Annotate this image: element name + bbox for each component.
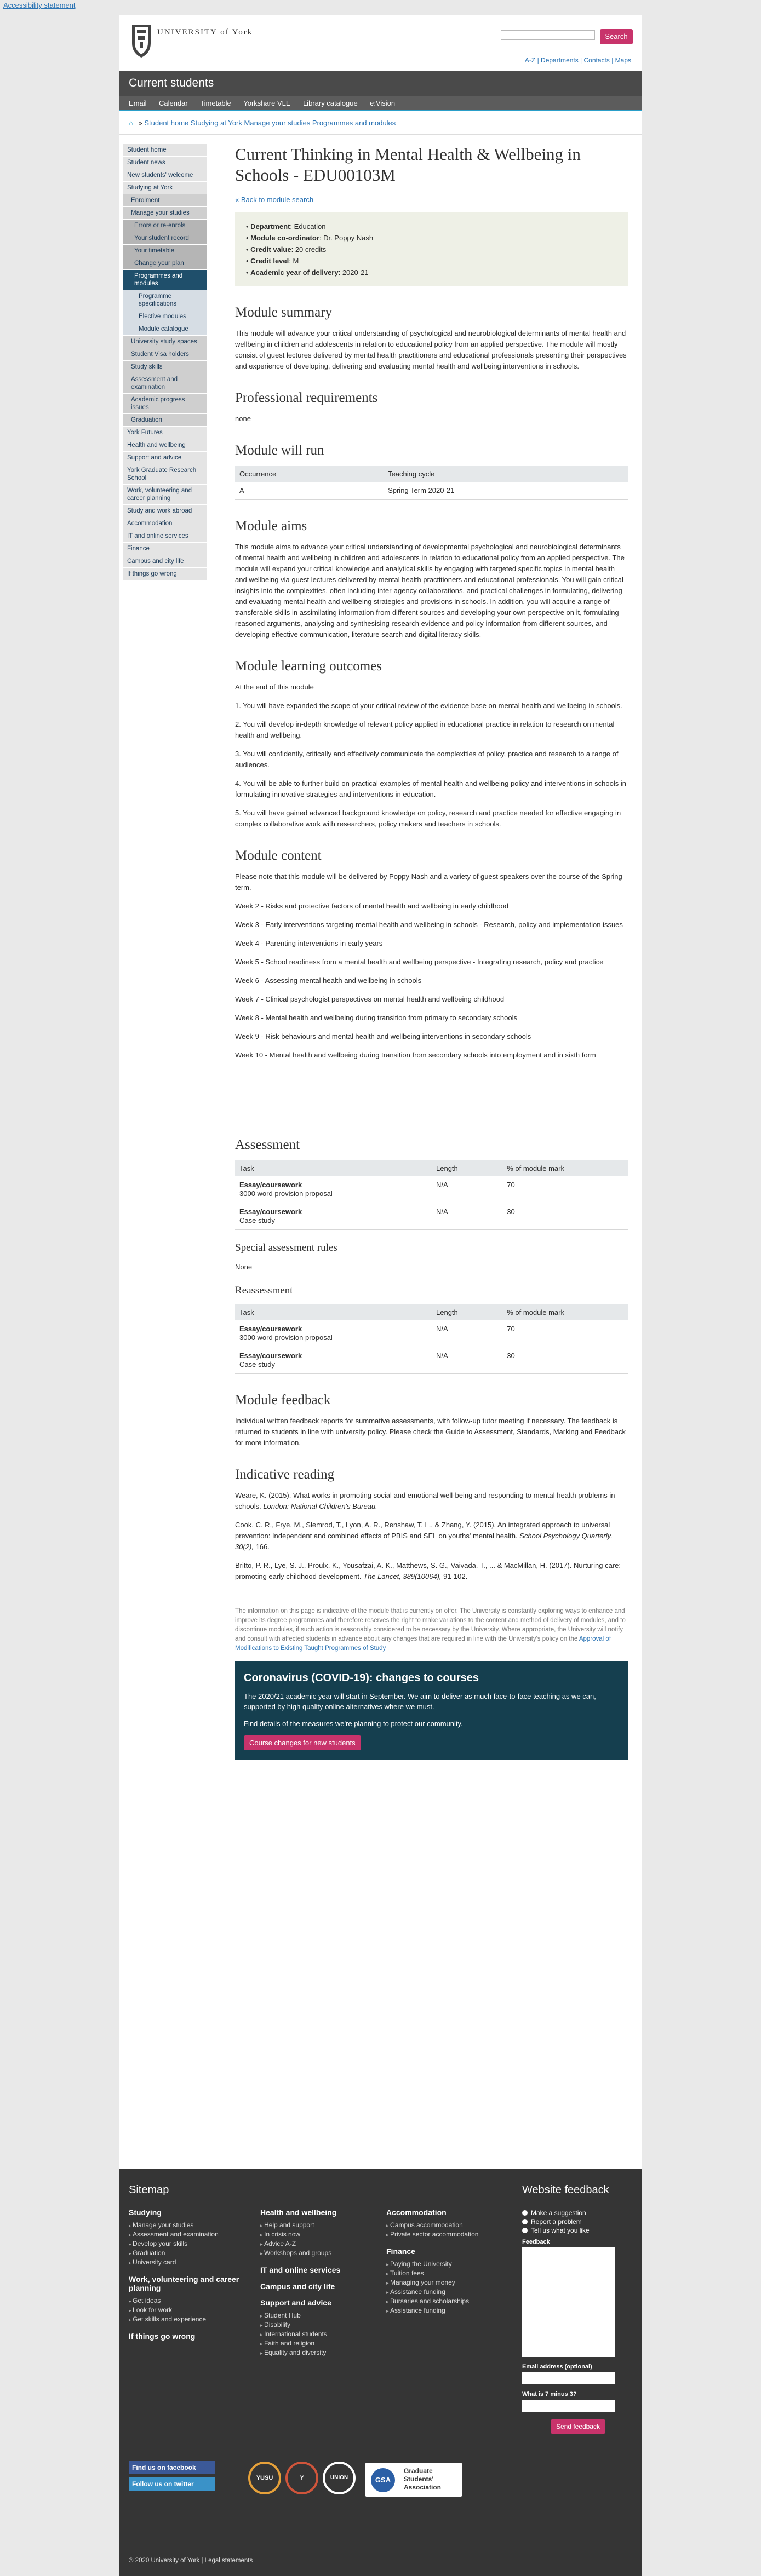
will-run-heading: Module will run — [235, 443, 324, 458]
learning-outcome: 1. You will have expanded the scope of your critical review of the evidence base on mental health and wellbeing in schools. — [235, 702, 622, 710]
module-detail-item: • Academic year of delivery: 2020-21 — [246, 267, 617, 278]
special-rules-text: None — [235, 1263, 253, 1271]
sitemap-link[interactable]: ▸ Assistance funding — [386, 2287, 504, 2297]
sidebar-item[interactable]: Module catalogue — [123, 323, 207, 336]
radio-icon — [522, 2210, 528, 2216]
assessment-table — [235, 1160, 628, 1230]
length-cell: N/A — [432, 1320, 502, 1347]
radio-problem[interactable] — [522, 2218, 582, 2226]
detail-value: Dr. Poppy Nash — [323, 234, 374, 242]
university-logo[interactable] — [129, 21, 233, 61]
task-detail: Case study — [239, 1216, 276, 1224]
table-row — [235, 1347, 628, 1374]
gsa-mark: GSA — [371, 2468, 395, 2492]
breadcrumb-student-home[interactable]: Student home — [144, 119, 189, 127]
sitemap-link[interactable]: ▸ Assessment and examination — [129, 2230, 247, 2239]
content-week: Week 2 - Risks and protective factors of mental health and wellbeing in early childhood — [235, 902, 509, 910]
feedback-heading: Module feedback — [235, 1393, 331, 1407]
sitemap-link[interactable]: ▸ Disability — [260, 2320, 378, 2330]
sidebar-item[interactable]: Errors or re-enrols — [123, 220, 207, 232]
col-occurrence: Occurrence — [235, 466, 384, 482]
email-label: Email address (optional) — [522, 2364, 592, 2370]
learning-outcome: 4. You will be able to further build on practical examples of mental health and wellbeing policy and interventions in schools in formulating innovative strategies and interventions in education. — [235, 779, 626, 798]
outcomes-list — [235, 700, 628, 830]
sidebar-item[interactable]: Manage your studies — [123, 207, 207, 220]
home-icon[interactable]: ⌂ — [129, 119, 133, 127]
column-header: % of module mark — [502, 1304, 628, 1320]
page-container — [119, 15, 642, 2169]
page-title: Current Thinking in Mental Health & Wellbeing in Schools - EDU00103M — [235, 145, 581, 185]
website-feedback-title: Website feedback — [522, 2184, 609, 2196]
outcomes-intro: At the end of this module — [235, 683, 314, 691]
sidebar-item[interactable]: Study skills — [123, 361, 207, 373]
module-details-box — [235, 212, 628, 286]
sidebar-item[interactable]: Student news — [123, 157, 207, 169]
feedback-textarea[interactable] — [522, 2247, 615, 2357]
breadcrumb-divider — [119, 134, 642, 135]
summary-text: This module will advance your critical understanding of psychological and neurobiological determinants of mental health and wellbeing in children and adolescents in relation to educational policy from an applied perspective. The module will mostly consist of guest lectures delivered by mental health practitioners and educational professionals presenting their perspectives and experience of developing, delivering and evaluating mental health and wellbeing interventions in schools. — [235, 329, 627, 370]
task-name: Essay/coursework — [239, 1208, 302, 1216]
search-button[interactable]: Search — [600, 29, 633, 44]
task-cell — [235, 1203, 432, 1230]
sitemap-link[interactable]: ▸ Campus accommodation — [386, 2221, 504, 2230]
footer — [119, 2169, 642, 2576]
sidebar-item[interactable]: Academic progress issues — [123, 394, 207, 414]
detail-value: 2020-21 — [342, 268, 369, 277]
column-header: % of module mark — [502, 1160, 628, 1176]
sidebar-item[interactable]: Graduation — [123, 414, 207, 427]
covid-banner — [235, 1661, 628, 1760]
sitemap-link[interactable]: ▸ Student Hub — [260, 2311, 378, 2320]
reading-item — [235, 1560, 628, 1582]
sidebar-item[interactable]: Work, volunteering and career planning — [123, 485, 207, 505]
sitemap-link[interactable]: ▸ Workshops and groups — [260, 2249, 378, 2258]
topnav-calendar[interactable]: Calendar — [158, 99, 188, 107]
content-week: Week 10 - Mental health and wellbeing during transition from secondary schools into employment and in sixth form — [235, 1051, 596, 1059]
detail-value: M — [293, 257, 299, 265]
topnav-evision[interactable]: e:Vision — [370, 99, 396, 107]
table-row — [235, 1176, 628, 1203]
detail-value: 20 credits — [295, 245, 327, 254]
sitemap-heading[interactable]: Accommodation — [386, 2208, 447, 2217]
send-feedback-button[interactable]: Send feedback — [551, 2419, 605, 2434]
topnav-library[interactable]: Library catalogue — [302, 99, 358, 107]
sidebar-item[interactable]: Health and wellbeing — [123, 439, 207, 452]
task-detail: Case study — [239, 1360, 276, 1369]
mark-cell: 30 — [502, 1347, 628, 1374]
gsa-logo[interactable] — [365, 2463, 462, 2497]
weeks-list — [235, 901, 628, 1061]
email-input[interactable] — [522, 2372, 615, 2384]
content-week: Week 8 - Mental health and wellbeing during transition from primary to secondary schools — [235, 1014, 517, 1022]
yusu-logo[interactable]: YUSU — [248, 2462, 281, 2494]
topnav-yorkshare[interactable]: Yorkshare VLE — [243, 99, 291, 107]
reading-text: Britto, P. R., Lye, S. J., Proulx, K., Yousafzai, A. K., Matthews, S. G., Vaivada, T., ... & MacMillan, H. (2017). Nurturing care: promoting early childhood development. — [235, 1561, 621, 1580]
radio-label: Tell us what you like — [531, 2227, 590, 2234]
sitemap-link[interactable]: ▸ Managing your money — [386, 2278, 504, 2287]
reading-heading: Indicative reading — [235, 1467, 335, 1482]
module-detail-item: • Department: Education — [246, 221, 617, 232]
covid-text-1: The 2020/21 academic year will start in September. We aim to deliver as much face-to-face teaching as we can, supported by high quality online alternatives where we must. — [244, 1692, 596, 1711]
sitemap-link[interactable]: ▸ Advice A-Z — [260, 2239, 378, 2249]
sitemap-link[interactable]: ▸ University card — [129, 2258, 247, 2267]
sidebar-item[interactable]: Support and advice — [123, 452, 207, 464]
breadcrumb-sep: » — [138, 119, 142, 127]
sitemap-heading[interactable]: If things go wrong — [129, 2332, 196, 2341]
sitemap-link[interactable]: ▸ Help and support — [260, 2221, 378, 2230]
sidebar-item[interactable]: Programmes and modules — [123, 270, 207, 290]
section-title[interactable]: Current students — [129, 77, 214, 89]
sitemap-link[interactable]: ▸ International students — [260, 2330, 378, 2339]
reassessment-heading: Reassessment — [235, 1285, 293, 1296]
disclaimer-policy-link[interactable]: Approval of Modifications to Existing Taught Programmes of Study — [235, 1636, 611, 1652]
back-to-search-link[interactable]: « Back to module search — [235, 196, 314, 204]
mark-cell: 70 — [502, 1320, 628, 1347]
sidebar-item[interactable]: Campus and city life — [123, 555, 207, 568]
sitemap-column-2 — [260, 2208, 378, 2358]
sitemap-link[interactable]: ▸ Tuition fees — [386, 2269, 504, 2278]
sidebar-item[interactable]: York Graduate Research School — [123, 464, 207, 485]
radio-icon — [522, 2219, 528, 2224]
twitter-link[interactable]: Follow us on twitter — [129, 2477, 215, 2491]
logo-text: UNIVERSITY of York — [157, 28, 253, 37]
sitemap-heading[interactable]: Finance — [386, 2247, 415, 2256]
radio-like[interactable] — [522, 2227, 590, 2234]
task-name: Essay/coursework — [239, 1325, 302, 1333]
sidebar-item[interactable]: York Futures — [123, 427, 207, 439]
task-cell — [235, 1320, 432, 1347]
content-week: Week 4 - Parenting interventions in early years — [235, 939, 383, 947]
sitemap-link[interactable]: ▸ In crisis now — [260, 2230, 378, 2239]
table-row — [235, 1320, 628, 1347]
length-cell: N/A — [432, 1176, 502, 1203]
sidebar-item[interactable]: Your timetable — [123, 245, 207, 257]
sitemap-link[interactable]: ▸ Paying the University — [386, 2259, 504, 2269]
sidebar-item[interactable]: Assessment and examination — [123, 373, 207, 394]
breadcrumb — [129, 119, 396, 127]
facebook-link[interactable]: Find us on facebook — [129, 2461, 215, 2474]
sidebar-item[interactable]: IT and online services — [123, 530, 207, 543]
task-name: Essay/coursework — [239, 1181, 302, 1189]
learning-outcome: 2. You will develop in-depth knowledge of relevant policy applied in educational practice in relation to research on mental health and wellbeing. — [235, 720, 615, 739]
task-name: Essay/coursework — [239, 1352, 302, 1360]
task-cell — [235, 1176, 432, 1203]
sidebar-item[interactable]: Student home — [123, 144, 207, 157]
gsa-text: Graduate Students' Association — [404, 2467, 442, 2491]
sidebar-item[interactable]: Elective modules — [123, 311, 207, 323]
sitemap-link[interactable]: ▸ Look for work — [129, 2305, 247, 2315]
disclaimer-text: The information on this page is indicative of the module that is currently on offer. The University is constantly exploring ways to enhance and improve its degree programmes and therefore reserves the right to make variations to the content and method of delivery of modules, and to discontinue modules, if such action is reasonably considered to be necessary by the University. Where appropriate, the University will notify and consult with affected students in advance about any changes that are required in line with the University's policy on the — [235, 1608, 626, 1642]
col-teaching-cycle: Teaching cycle — [384, 466, 628, 482]
reading-item — [235, 1520, 628, 1553]
length-cell: N/A — [432, 1203, 502, 1230]
sitemap-link[interactable]: ▸ Get skills and experience — [129, 2315, 247, 2324]
sitemap-heading[interactable]: IT and online services — [260, 2266, 341, 2274]
accessibility-statement-link[interactable]: Accessibility statement — [3, 1, 76, 9]
breadcrumb-manage[interactable]: Manage your studies — [244, 119, 311, 127]
reading-source: London: National Children's Bureau. — [263, 1502, 377, 1510]
section-header — [119, 71, 642, 96]
reassessment-table — [235, 1304, 628, 1374]
teaching-cycle-cell: Spring Term 2020-21 — [384, 482, 628, 500]
sitemap-link[interactable]: ▸ Private sector accommodation — [386, 2230, 504, 2239]
column-header: Task — [235, 1160, 432, 1176]
sitemap-heading[interactable]: Studying — [129, 2208, 162, 2217]
sitemap-link[interactable]: ▸ Assistance funding — [386, 2306, 504, 2315]
main-content — [235, 144, 628, 1760]
sitemap-heading[interactable]: Health and wellbeing — [260, 2208, 337, 2217]
radio-icon — [522, 2228, 528, 2233]
breadcrumb-programmes[interactable]: Programmes and modules — [312, 119, 396, 127]
top-navigation — [119, 96, 642, 111]
sitemap-heading[interactable]: Campus and city life — [260, 2282, 335, 2291]
sidebar-item[interactable]: Accommodation — [123, 518, 207, 530]
sitemap-link[interactable]: ▸ Faith and religion — [260, 2339, 378, 2348]
detail-key: Credit value — [250, 245, 291, 254]
sitemap-heading[interactable]: Work, volunteering and career planning — [129, 2275, 239, 2292]
reading-text: Weare, K. (2015). What works in promoting social and emotional well-being and responding to mental health problems in schools. — [235, 1491, 615, 1510]
utility-links[interactable]: A-Z | Departments | Contacts | Maps — [524, 56, 631, 64]
special-rules-heading: Special assessment rules — [235, 1242, 337, 1254]
mark-cell: 30 — [502, 1203, 628, 1230]
content-intro: Please note that this module will be delivered by Poppy Nash and a variety of guest speakers over the course of the Spring term. — [235, 872, 622, 892]
sitemap-title: Sitemap — [129, 2184, 169, 2196]
search-input[interactable] — [501, 30, 595, 40]
will-run-table — [235, 466, 628, 500]
sidebar-item[interactable]: Finance — [123, 543, 207, 555]
captcha-input[interactable] — [522, 2400, 615, 2412]
summary-heading: Module summary — [235, 305, 333, 320]
question-label: What is 7 minus 3? — [522, 2391, 577, 2397]
task-cell — [235, 1347, 432, 1374]
learning-outcome: 3. You will confidently, critically and effectively communicate the complexities of policy, practice and research to a range of audiences. — [235, 750, 619, 769]
sidebar-item[interactable]: Change your plan — [123, 257, 207, 270]
sitemap-heading[interactable]: Support and advice — [260, 2298, 331, 2307]
column-header: Task — [235, 1304, 432, 1320]
covid-heading: Coronavirus (COVID-19): changes to courses — [244, 1672, 479, 1684]
feedback-text: Individual written feedback reports for summative assessments, with follow-up tutor meeting if necessary. The feedback is returned to students in line with university policy. Please check the Guide to Assessment, Standards, Marking and Feedback for more information. — [235, 1417, 626, 1447]
reading-pages: 166. — [253, 1543, 270, 1551]
sidebar-item[interactable]: Enrolment — [123, 194, 207, 207]
topnav-email[interactable]: Email — [129, 99, 147, 107]
reading-text: Cook, C. R., Frye, M., Slemrod, T., Lyon, A. R., Renshaw, T. L., & Zhang, Y. (2015). An integrated approach to universal prevention: Independent and combined effects of PBIS and SEL on youths' mental health. — [235, 1521, 610, 1540]
radio-label: Report a problem — [531, 2218, 582, 2226]
sitemap-column-1 — [129, 2208, 247, 2344]
reading-pages: 91-102. — [441, 1572, 468, 1580]
detail-key: Module co-ordinator — [250, 234, 319, 242]
radio-label: Make a suggestion — [531, 2209, 586, 2217]
mark-cell: 70 — [502, 1176, 628, 1203]
prof-req-text: none — [235, 415, 251, 423]
module-detail-item: • Module co-ordinator: Dr. Poppy Nash — [246, 232, 617, 244]
detail-key: Academic year of delivery — [250, 268, 339, 277]
content-week: Week 7 - Clinical psychologist perspectives on mental health and wellbeing childhood — [235, 995, 505, 1003]
task-detail: 3000 word provision proposal — [239, 1189, 333, 1198]
assessment-heading: Assessment — [235, 1137, 300, 1152]
outcomes-heading: Module learning outcomes — [235, 659, 382, 674]
aims-heading: Module aims — [235, 519, 307, 533]
sidebar-item[interactable]: Student Visa holders — [123, 348, 207, 361]
sitemap-link[interactable]: ▸ Graduation — [129, 2249, 247, 2258]
table-row — [235, 482, 628, 500]
content-week: Week 5 - School readiness from a mental health and wellbeing perspective - Integrating research, policy and practice — [235, 958, 604, 966]
aims-text: This module aims to advance your critical understanding of developmental psychological and neurobiological determinants of mental health and wellbeing in children and adolescents in relation to educational policy from an applied perspective. The module will expand your critical knowledge and analytical skills by engaging with targeted specific topics in mental health and wellbeing via guest lectures delivered by mental health practitioners and educational professionals. You will gain critical insights into the complexities, often including inter-agency collaborations, and practical challenges in formulating, delivering and evaluating mental health and wellbeing strategies and provisions in schools. In addition, you will acquire a range of transferable skills in assimilating information from different sources and developing your own perspective on it, formulating reasoned arguments, analysing and synthesising research evidence and policy information from different sources, and developing effective communication, literature search and digital literacy skills. — [235, 543, 625, 639]
sidebar-item[interactable]: University study spaces — [123, 336, 207, 348]
content-week: Week 9 - Risk behaviours and mental health and wellbeing interventions in secondary schools — [235, 1032, 531, 1040]
content-week: Week 6 - Assessing mental health and wellbeing in schools — [235, 976, 422, 985]
prof-req-heading: Professional requirements — [235, 390, 378, 405]
legal-statement[interactable]: © 2020 University of York | Legal statements — [129, 2557, 253, 2564]
column-header: Length — [432, 1304, 502, 1320]
table-row — [235, 1203, 628, 1230]
sitemap-link[interactable]: ▸ Bursaries and scholarships — [386, 2297, 504, 2306]
breadcrumb-studying[interactable]: Studying at York — [190, 119, 242, 127]
sidebar-item[interactable]: Studying at York — [123, 182, 207, 194]
course-changes-button[interactable]: Course changes for new students — [244, 1735, 361, 1750]
module-detail-item: • Credit level: M — [246, 255, 617, 267]
students-union-logo[interactable]: Y — [285, 2462, 318, 2494]
reading-source: The Lancet, 389(10064), — [363, 1572, 442, 1580]
sitemap-column-3 — [386, 2208, 504, 2315]
content-week: Week 3 - Early interventions targeting mental health and wellbeing in schools - Research, policy and implementation issues — [235, 921, 623, 929]
sidebar-item[interactable]: If things go wrong — [123, 568, 207, 580]
detail-key: Department — [250, 222, 290, 231]
sidebar-item[interactable]: Your student record — [123, 232, 207, 245]
sitemap-link[interactable]: ▸ Develop your skills — [129, 2239, 247, 2249]
content-heading: Module content — [235, 848, 322, 863]
module-detail-item: • Credit value: 20 credits — [246, 244, 617, 255]
learning-outcome: 5. You will have gained advanced background knowledge on policy, research and practice needed for effective engaging in complex collaborative work with researchers, policy makers and teachers in schools. — [235, 809, 621, 828]
topnav-timetable[interactable]: Timetable — [200, 99, 231, 107]
radio-suggestion[interactable] — [522, 2209, 586, 2217]
reading-item — [235, 1490, 628, 1512]
union-logo[interactable]: UNION — [323, 2462, 356, 2494]
reading-list — [235, 1490, 628, 1582]
occurrence-cell: A — [235, 482, 384, 500]
left-navigation — [123, 144, 207, 580]
sitemap-link[interactable]: ▸ Equality and diversity — [260, 2348, 378, 2358]
feedback-label: Feedback — [522, 2239, 550, 2245]
disclaimer — [235, 1600, 628, 1653]
length-cell: N/A — [432, 1347, 502, 1374]
column-header: Length — [432, 1160, 502, 1176]
sitemap-link[interactable]: ▸ Manage your studies — [129, 2221, 247, 2230]
sidebar-item[interactable]: New students' welcome — [123, 169, 207, 182]
detail-key: Credit level — [250, 257, 289, 265]
sidebar-item[interactable]: Programme specifications — [123, 290, 207, 311]
sidebar-item[interactable]: Study and work abroad — [123, 505, 207, 518]
detail-value: Education — [294, 222, 326, 231]
covid-text-2: Find details of the measures we're planning to protect our community. — [244, 1720, 463, 1728]
reading-source: School Psychology Quarterly, 30(2), — [235, 1532, 613, 1551]
sitemap-link[interactable]: ▸ Get ideas — [129, 2296, 247, 2305]
task-detail: 3000 word provision proposal — [239, 1333, 333, 1342]
